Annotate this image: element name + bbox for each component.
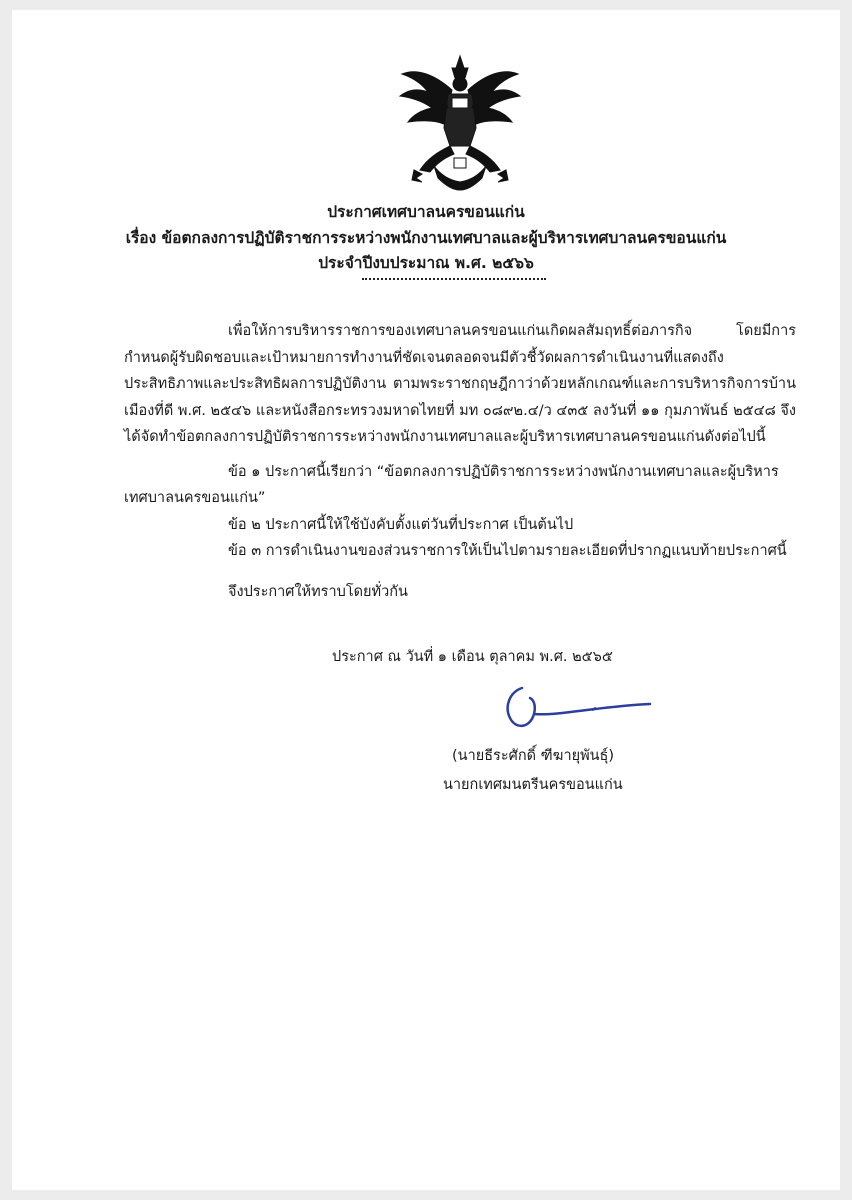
dotted-divider bbox=[362, 278, 546, 280]
announcement-title: ประกาศเทศบาลนครขอนแก่น bbox=[327, 203, 525, 221]
clause-1-continuation: เทศบาลนครขอนแก่น” bbox=[124, 490, 266, 506]
signer-name: (นายธีระศักดิ์ ฑีฆายุพันธุ์) bbox=[452, 748, 615, 764]
fiscal-year-line: ประจำปีงบประมาณ พ.ศ. ๒๕๖๖ bbox=[318, 254, 534, 272]
preamble-paragraph: เพื่อให้การบริหารราชการของเทศบาลนครขอนแก่นเกิดผลสัมฤทธิ์ต่อภารกิจ โดยมีการกำหนดผู้รับผิดชอบและเป้าหมายการทำงานที่ชัดเจนตลอดจนมีตัวชี้วัดผลการดำเนินงานที่แสดงถึงประสิทธิภาพและประสิทธิผลการปฏิบัติงาน ตามพระราชกฤษฎีกาว่าด้วยหลักเกณฑ์และการบริหารกิจการบ้านเมืองที่ดี พ.ศ. ๒๕๔๖ และหนังสือกระทรวงมหาดไทยที่ มท ๐๘๙๒.๔/ว ๔๓๕ ลงวันที่ ๑๑ กุมภาพันธ์ ๒๕๔๘ จึงได้จัดทำข้อตกลงการปฏิบัติราชการระหว่างพนักงานเทศบาลและผู้บริหารเทศบาลนครขอนแก่นดังต่อไปนี้ bbox=[124, 323, 796, 445]
announcement-body bbox=[124, 318, 796, 605]
signature-icon bbox=[500, 684, 660, 734]
announcement-subject: เรื่อง ข้อตกลงการปฏิบัติราชการระหว่างพนักงานเทศบาลและผู้บริหารเทศบาลนครขอนแก่น bbox=[125, 229, 727, 247]
announcement-statement: จึงประกาศให้ทราบโดยทั่วกัน bbox=[228, 583, 408, 600]
announcement-date: ประกาศ ณ วันที่ ๑ เดือน ตุลาคม พ.ศ. ๒๕๖๕ bbox=[332, 649, 613, 665]
clause-1: ข้อ ๑ ประกาศนี้เรียกว่า “ข้อตกลงการปฏิบัติราชการระหว่างพนักงานเทศบาลและผู้บริหาร bbox=[228, 463, 779, 480]
clause-3: ข้อ ๓ การดำเนินงานของส่วนราชการให้เป็นไปตามรายละเอียดที่ปรากฏแนบท้ายประกาศนี้ bbox=[228, 543, 787, 559]
signer-position: นายกเทศมนตรีนครขอนแก่น bbox=[443, 777, 623, 793]
garuda-emblem-icon bbox=[394, 54, 526, 194]
clause-2: ข้อ ๒ ประกาศนี้ให้ใช้บังคับตั้งแต่วันที่ประกาศ เป็นต้นไป bbox=[228, 516, 574, 533]
